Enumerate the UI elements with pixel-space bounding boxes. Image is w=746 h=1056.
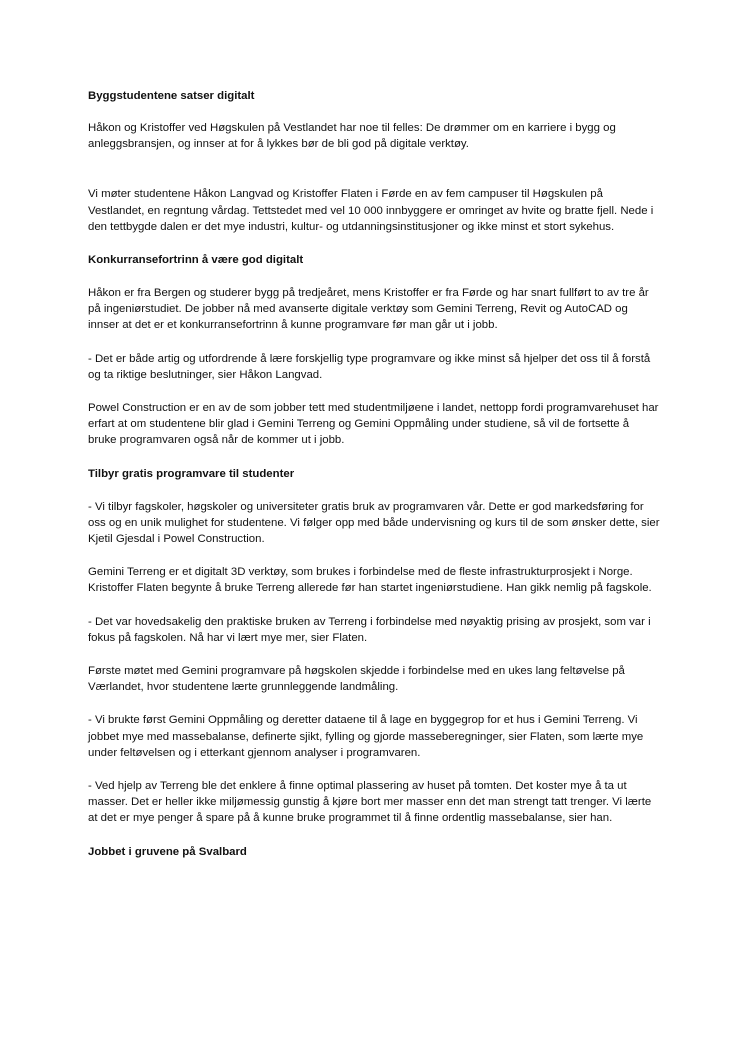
section-heading: Jobbet i gruvene på Svalbard — [88, 845, 247, 858]
document-body — [88, 120, 660, 860]
paragraph: - Vi tilbyr fagskoler, høgskoler og universiteter gratis bruk av programvaren vår. Dette er god markedsføring for oss og en unik mulighet for studentene. Vi følger opp med både undervisning og kurs til de som ønsker dette, sier Kjetil Gjesdal i Powel Construction. — [88, 500, 660, 546]
paragraph: Første møtet med Gemini programvare på høgskolen skjedde i forbindelse med en ukes lang feltøvelse på Værlandet, hvor studentene lærte grunnleggende landmåling. — [88, 665, 625, 694]
paragraph: - Det er både artig og utfordrende å lære forskjellig type programvare og ikke minst så hjelper det oss til å forstå og ta riktige beslutninger, sier Håkon Langvad. — [88, 352, 651, 381]
section-heading: Tilbyr gratis programvare til studenter — [88, 467, 295, 480]
document-title: Byggstudentene satser digitalt — [88, 90, 255, 102]
paragraph: Håkon er fra Bergen og studerer bygg på tredjeåret, mens Kristoffer er fra Førde og har snart fullført to av tre år på ingeniørstudiet. De jobber nå med avanserte digitale verktøy som Gemini Terreng, Revit og AutoCAD og innser at det er et konkurransefortrinn å kunne programvare før man går ut i jobb. — [88, 287, 649, 332]
paragraph: Håkon og Kristoffer ved Høgskulen på Vestlandet har noe til felles: De drømmer om en karriere i bygg og anleggsbransjen, og innser at for å lykkes bør de bli god på digitale verktøy. — [88, 122, 616, 151]
paragraph: Vi møter studentene Håkon Langvad og Kristoffer Flaten i Førde en av fem campuser til Høgskulen på Vestlandet, en regntung vårdag. Tettstedet med vel 10 000 innbyggere er omringet av hvite og bratte fjell. Nede i den tettbygde dalen er det mye industri, kultur- og utdanningsinstitusjoner og ikke minst et stort sykehus. — [88, 188, 654, 233]
paragraph: - Vi brukte først Gemini Oppmåling og deretter dataene til å lage en byggegrop for et hus i Gemini Terreng. Vi jobbet mye med massebalanse, definerte sjikt, fylling og gjorde masseberegninger, sier Flaten, som lærte mye under feltøvelsen og i etterkant gjennom analyser i programvaren. — [88, 714, 644, 759]
paragraph: Gemini Terreng er et digitalt 3D verktøy, som brukes i forbindelse med de fleste infrastrukturprosjekt i Norge. Kristoffer Flaten begynte å bruke Terreng allerede før han startet ingeniørstudiene. Han gikk nemlig på fagskole. — [88, 566, 652, 595]
section-heading: Konkurransefortrinn å være god digitalt — [88, 254, 304, 267]
paragraph: - Det var hovedsakelig den praktiske bruken av Terreng i forbindelse med nøyaktig prising av prosjekt, som var i fokus på fagskolen. Nå har vi lært mye mer, sier Flaten. — [88, 615, 651, 644]
paragraph: Powel Construction er en av de som jobber tett med studentmiljøene i landet, nettopp fordi programvarehuset har erfart at om studentene blir glad i Gemini Terreng og Gemini Oppmåling under studiene, så vil de fortsette å bruke programvaren også når de kommer ut i jobb. — [88, 402, 659, 447]
document-page — [88, 88, 660, 877]
paragraph: - Ved hjelp av Terreng ble det enklere å finne optimal plassering av huset på tomten. Det koster mye å ta ut masser. Det er heller ikke miljømessig gunstig å kjøre bort mer masser enn det man strengt tatt trenger. Vi lærte at det er mye penger å spare på å kunne bruke programmet til å finne ordentlig massebalanse, sier han. — [88, 780, 652, 825]
